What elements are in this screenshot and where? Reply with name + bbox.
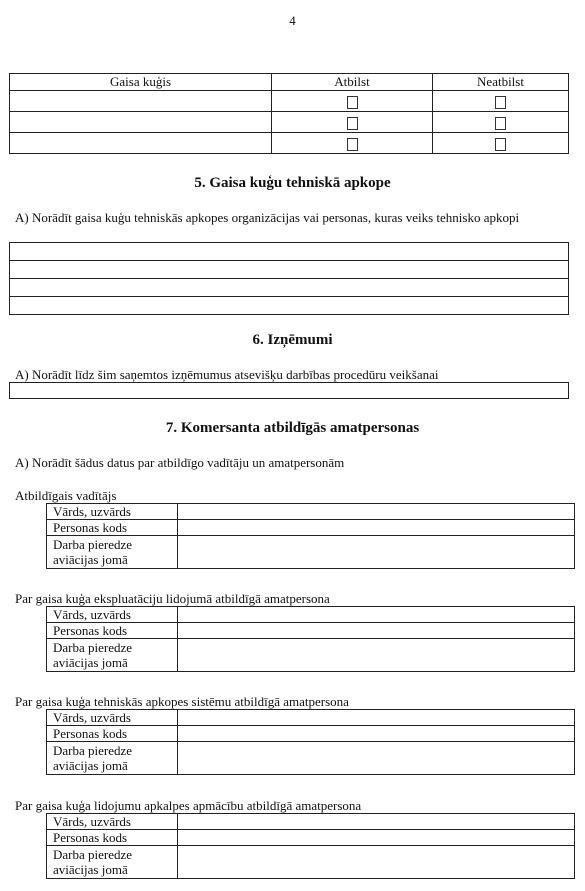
section6-title: 6. Izņēmumi [252,332,333,348]
maintenance-line[interactable] [9,242,569,261]
name-label: Vārds, uzvārds [47,710,178,726]
personal-code-label: Personas kods [47,726,178,742]
aircraft-cell[interactable] [10,112,272,133]
personal-code-field[interactable] [178,830,575,846]
experience-label: Darba pieredze aviācijas jomā [47,742,178,775]
section6-instruction: A) Norādīt līdz šim saņemtos izņēmumus atsevišķu darbības procedūru veikšanai [15,367,439,382]
compliant-checkbox[interactable] [347,117,358,130]
col-header-compliant: Atbilst [272,74,433,91]
exemptions-field[interactable] [9,382,569,399]
experience-label: Darba pieredze aviācijas jomā [47,536,178,569]
name-label: Vārds, uzvārds [47,814,178,830]
compliant-checkbox[interactable] [347,138,358,151]
name-label: Vārds, uzvārds [47,607,178,623]
person-label: Par gaisa kuģa tehniskās apkopes sistēmu atbildīgā amatpersona [15,694,349,709]
experience-label: Darba pieredze aviācijas jomā [47,639,178,672]
person-table [46,503,575,569]
person-label: Par gaisa kuģa ekspluatāciju lidojumā atbildīgā amatpersona [15,591,330,606]
aircraft-cell[interactable] [10,133,272,154]
maintenance-line[interactable] [9,261,569,279]
noncompliant-checkbox[interactable] [495,138,506,151]
section5-instruction: A) Norādīt gaisa kuģu tehniskās apkopes organizācijas vai personas, kuras veiks tehnisko apkopi [15,210,520,225]
personal-code-field[interactable] [178,726,575,742]
experience-field[interactable] [178,536,575,569]
col-header-noncompliant: Neatbilst [433,74,569,91]
name-label: Vārds, uzvārds [47,504,178,520]
aircraft-cell[interactable] [10,91,272,112]
noncompliant-checkbox[interactable] [495,117,506,130]
page-number: 4 [289,13,296,28]
section5-title: 5. Gaisa kuģu tehniskā apkope [194,175,391,191]
name-field[interactable] [178,607,575,623]
personal-code-label: Personas kods [47,623,178,639]
person-table [46,709,575,775]
personal-code-label: Personas kods [47,520,178,536]
person-table [46,813,575,879]
col-header-aircraft: Gaisa kuģis [10,74,272,91]
personal-code-field[interactable] [178,520,575,536]
compliant-checkbox[interactable] [347,96,358,109]
name-field[interactable] [178,814,575,830]
aircraft-compliance-table [9,73,569,154]
noncompliant-checkbox[interactable] [495,96,506,109]
table-row [10,91,569,112]
section7-instruction: A) Norādīt šādus datus par atbildīgo vadītāju un amatpersonām [15,455,345,470]
person-table [46,606,575,672]
experience-field[interactable] [178,639,575,672]
personal-code-field[interactable] [178,623,575,639]
table-row [10,112,569,133]
person-label: Par gaisa kuģa lidojumu apkalpes apmācību atbildīgā amatpersona [15,798,362,813]
maintenance-line[interactable] [9,297,569,315]
table-row [10,133,569,154]
maintenance-line[interactable] [9,279,569,297]
name-field[interactable] [178,504,575,520]
section7-title: 7. Komersanta atbildīgās amatpersonas [165,420,420,436]
person-label: Atbildīgais vadītājs [15,488,117,503]
experience-field[interactable] [178,742,575,775]
maintenance-lines [9,242,569,315]
table-header-row [10,74,569,91]
name-field[interactable] [178,710,575,726]
experience-field[interactable] [178,846,575,879]
experience-label: Darba pieredze aviācijas jomā [47,846,178,879]
personal-code-label: Personas kods [47,830,178,846]
